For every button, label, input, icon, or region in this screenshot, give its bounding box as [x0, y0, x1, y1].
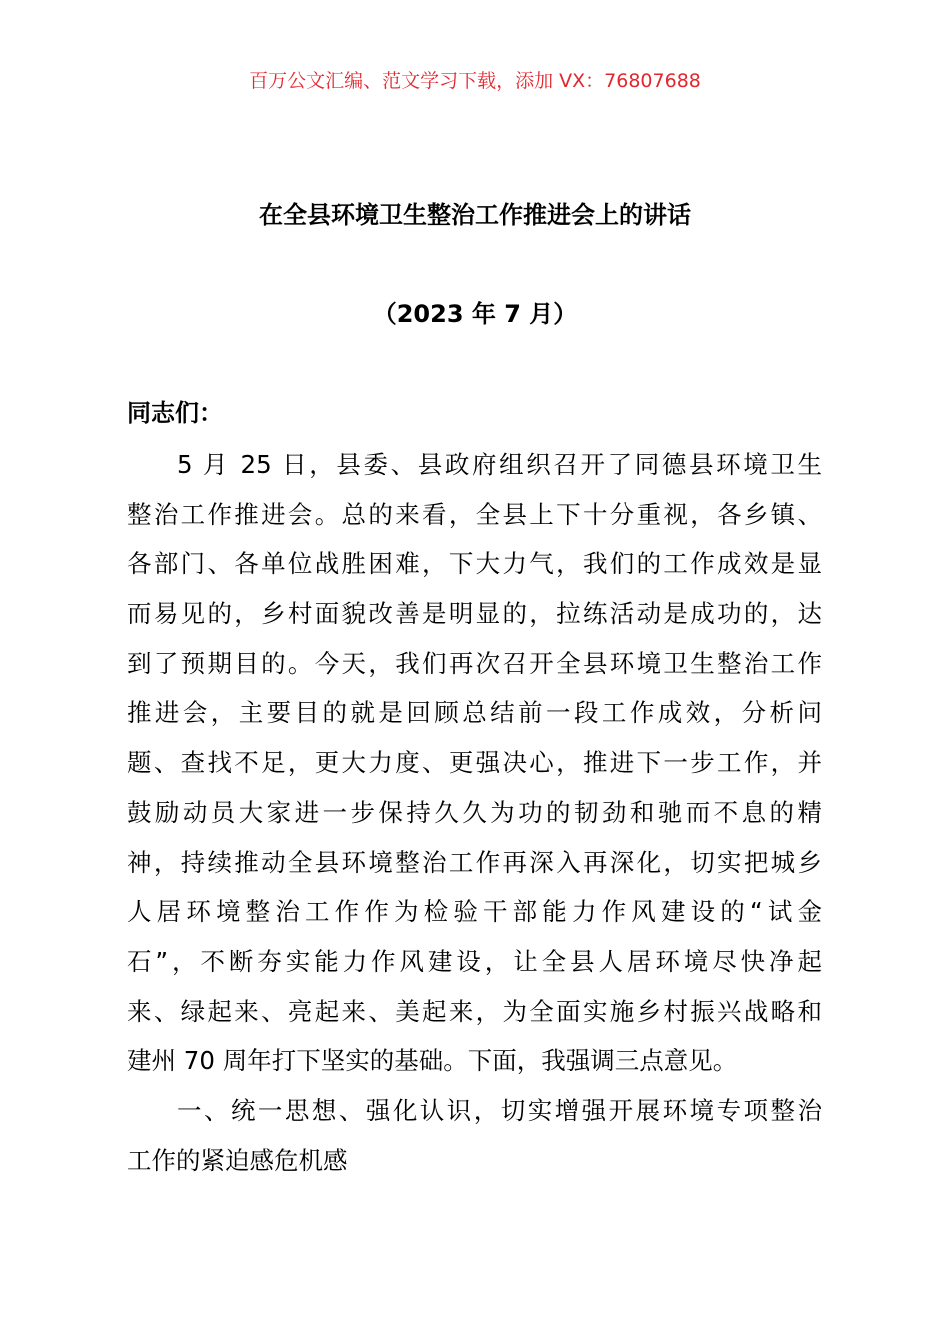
paragraph-line: 5 月 25 日，县委、县政府组织召开了同德县环境卫生: [177, 450, 822, 479]
paragraph-line: 鼓励动员大家进一步保持久久为功的韧劲和驰而不息的精: [127, 797, 822, 827]
watermark-header: 百万公文汇编、范文学习下载，添加 VX：76807688: [249, 70, 701, 92]
paragraph-line: 来、绿起来、亮起来、美起来，为全面实施乡村振兴战略和: [127, 996, 822, 1026]
document-date: （2023 年 7 月）: [372, 300, 578, 328]
paragraph-line: 各部门、各单位战胜困难，下大力气，我们的工作成效是显: [127, 549, 822, 579]
paragraph: [127, 440, 822, 1086]
paragraph-line: 题、查找不足，更大力度、更强决心，推进下一步工作，并: [127, 748, 822, 778]
paragraph-line: 石”，不断夯实能力作风建设，让全县人居环境尽快净起: [127, 946, 822, 976]
paragraph-line: 一、统一思想、强化认识，切实增强开展环境专项整治: [177, 1095, 822, 1125]
paragraph-line: 而易见的，乡村面貌改善是明显的，拉练活动是成功的，达: [127, 599, 822, 629]
document-title: 在全县环境卫生整治工作推进会上的讲话: [259, 201, 691, 229]
paragraph-line: 推进会，主要目的就是回顾总结前一段工作成效，分析问: [127, 698, 822, 728]
paragraph-line: 神，持续推动全县环境整治工作再深入再深化，切实把城乡: [127, 847, 822, 877]
paragraph-line: 到了预期目的。今天，我们再次召开全县环境卫生整治工作: [127, 648, 822, 678]
paragraph: [127, 1086, 822, 1185]
document-body: [127, 440, 822, 1185]
paragraph-line: 整治工作推进会。总的来看，全县上下十分重视，各乡镇、: [127, 499, 822, 529]
paragraph-line: 人居环境整治工作作为检验干部能力作风建设的“试金: [127, 897, 822, 927]
paragraph-line: 工作的紧迫感危机感: [127, 1145, 348, 1175]
paragraph-line: 建州 70 周年打下坚实的基础。下面，我强调三点意见。: [127, 1046, 738, 1076]
salutation: 同志们：: [127, 399, 223, 427]
